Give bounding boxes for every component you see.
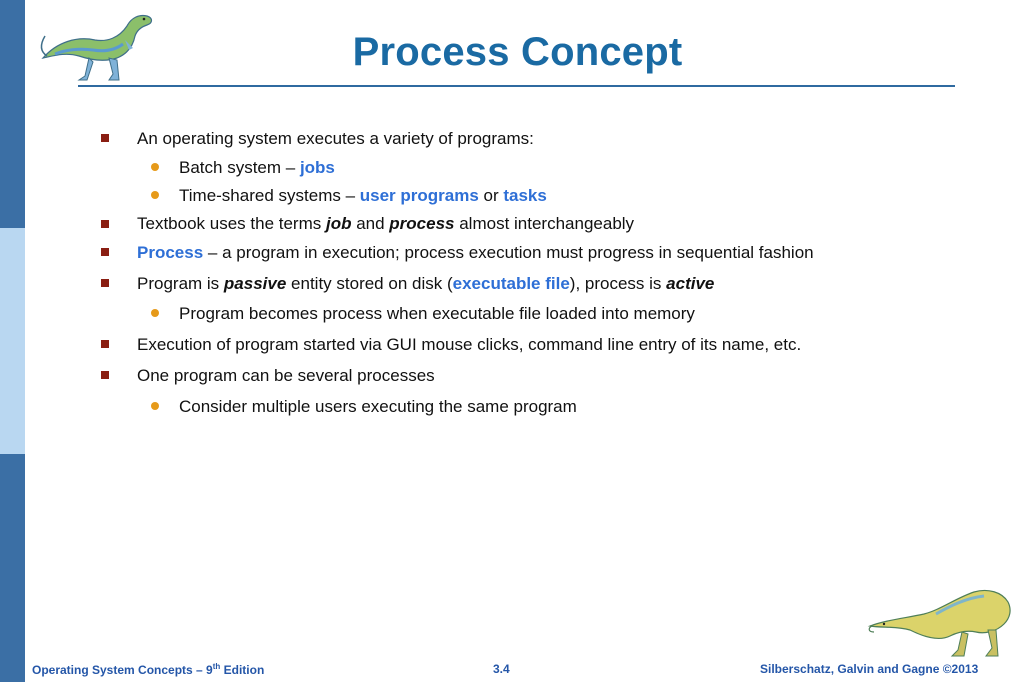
subbullet-batch-system: Batch system – jobs xyxy=(179,158,335,177)
bullet-textbook-terms: Textbook uses the terms job and process almost interchangeably xyxy=(137,214,635,233)
subbullet-multiple-users: Consider multiple users executing the same program xyxy=(179,397,577,416)
sidebar-band-bottom xyxy=(0,454,25,682)
footer-page-number: 3.4 xyxy=(493,662,510,676)
dot-bullet-icon xyxy=(151,402,159,410)
footer-copyright: Silberschatz, Galvin and Gagne ©2013 xyxy=(760,662,979,676)
footer-book-title: Operating System Concepts – 9th Edition xyxy=(32,662,265,677)
title-divider xyxy=(78,85,955,87)
square-bullet-icon xyxy=(101,134,109,142)
dot-bullet-icon xyxy=(151,191,159,199)
bullet-os-programs: An operating system executes a variety of programs: xyxy=(137,129,534,148)
square-bullet-icon xyxy=(101,248,109,256)
bullet-process-definition: Process – a program in execution; process execution must progress in sequential fashion xyxy=(137,243,814,262)
dinosaur-logo-bottom xyxy=(866,584,1016,664)
sidebar-band-middle xyxy=(0,228,25,454)
bullet-passive-active: Program is passive entity stored on disk (executable file), process is active xyxy=(137,274,715,293)
bullet-execution-started: Execution of program started via GUI mouse clicks, command line entry of its name, etc. xyxy=(137,335,802,354)
square-bullet-icon xyxy=(101,371,109,379)
subbullet-time-shared: Time-shared systems – user programs or tasks xyxy=(179,186,547,205)
dot-bullet-icon xyxy=(151,309,159,317)
slide-title: Process Concept xyxy=(352,30,683,74)
dot-bullet-icon xyxy=(151,163,159,171)
square-bullet-icon xyxy=(101,220,109,228)
square-bullet-icon xyxy=(101,279,109,287)
bullet-several-processes: One program can be several processes xyxy=(137,366,435,385)
square-bullet-icon xyxy=(101,340,109,348)
subbullet-becomes-process: Program becomes process when executable file loaded into memory xyxy=(179,304,695,323)
